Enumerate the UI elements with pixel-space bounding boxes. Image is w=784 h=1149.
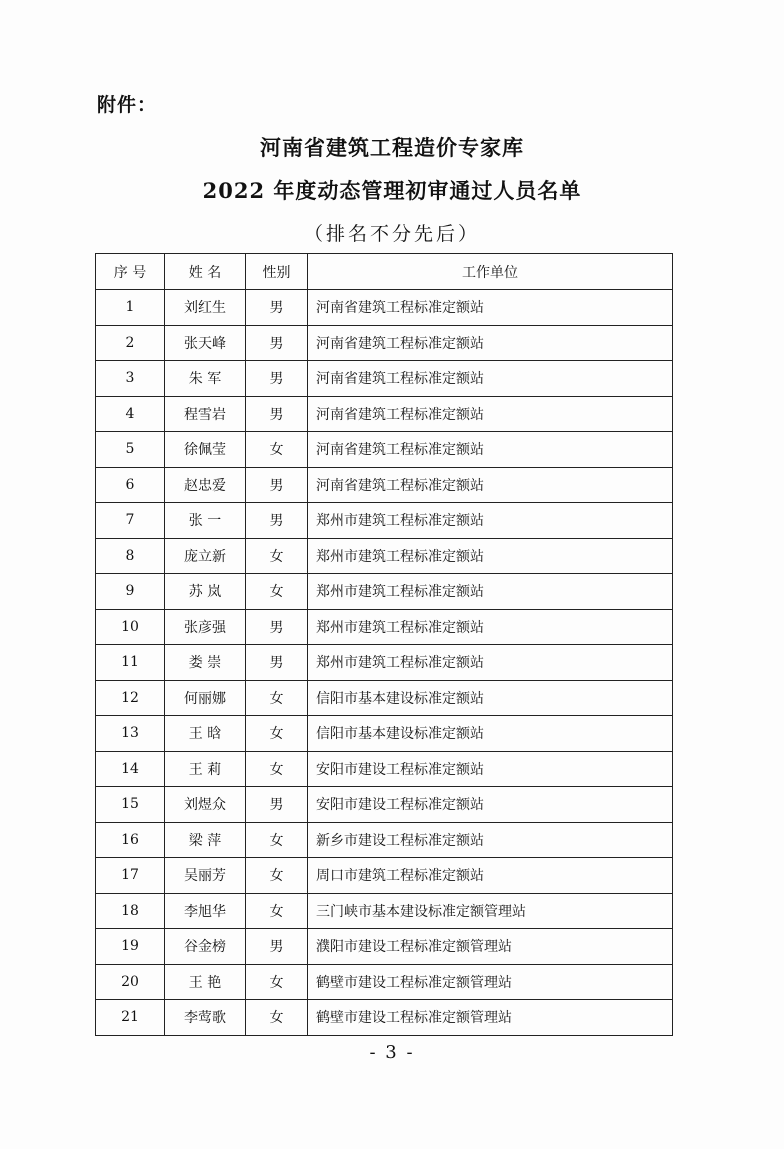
cell-name: 吴丽芳 xyxy=(165,858,246,894)
cell-number: 3 xyxy=(96,361,165,397)
table-row xyxy=(96,680,673,716)
cell-gender: 女 xyxy=(246,822,308,858)
table-row xyxy=(96,290,673,326)
header-name: 姓 名 xyxy=(165,254,246,290)
table-row xyxy=(96,751,673,787)
table-header-row xyxy=(96,254,673,290)
cell-name: 徐佩莹 xyxy=(165,432,246,468)
cell-number: 16 xyxy=(96,822,165,858)
table-row xyxy=(96,432,673,468)
cell-gender: 女 xyxy=(246,751,308,787)
cell-workplace: 周口市建筑工程标准定额站 xyxy=(308,858,673,894)
cell-name: 王 晗 xyxy=(165,716,246,752)
table-row xyxy=(96,503,673,539)
cell-gender: 男 xyxy=(246,325,308,361)
document-subtitle: （排名不分先后） xyxy=(303,223,480,245)
cell-gender: 女 xyxy=(246,716,308,752)
cell-name: 张天峰 xyxy=(165,325,246,361)
cell-workplace: 鹤壁市建设工程标准定额管理站 xyxy=(308,964,673,1000)
cell-number: 11 xyxy=(96,645,165,681)
cell-gender: 女 xyxy=(246,538,308,574)
header-workplace: 工作单位 xyxy=(308,254,673,290)
cell-number: 8 xyxy=(96,538,165,574)
cell-gender: 男 xyxy=(246,467,308,503)
cell-gender: 女 xyxy=(246,574,308,610)
table-row xyxy=(96,1000,673,1036)
cell-number: 21 xyxy=(96,1000,165,1036)
table-row xyxy=(96,787,673,823)
cell-number: 13 xyxy=(96,716,165,752)
table-row xyxy=(96,325,673,361)
cell-number: 10 xyxy=(96,609,165,645)
cell-workplace: 河南省建筑工程标准定额站 xyxy=(308,325,673,361)
cell-number: 1 xyxy=(96,290,165,326)
cell-gender: 男 xyxy=(246,290,308,326)
cell-workplace: 信阳市基本建设标准定额站 xyxy=(308,680,673,716)
cell-gender: 女 xyxy=(246,858,308,894)
cell-gender: 女 xyxy=(246,680,308,716)
cell-workplace: 三门峡市基本建设标准定额管理站 xyxy=(308,893,673,929)
cell-number: 18 xyxy=(96,893,165,929)
cell-number: 12 xyxy=(96,680,165,716)
cell-workplace: 河南省建筑工程标准定额站 xyxy=(308,361,673,397)
table-row xyxy=(96,396,673,432)
cell-workplace: 河南省建筑工程标准定额站 xyxy=(308,467,673,503)
cell-name: 王 艳 xyxy=(165,964,246,1000)
cell-workplace: 濮阳市建设工程标准定额管理站 xyxy=(308,929,673,965)
cell-workplace: 河南省建筑工程标准定额站 xyxy=(308,396,673,432)
cell-workplace: 郑州市建筑工程标准定额站 xyxy=(308,503,673,539)
document-title-line2: 2022 年度动态管理初审通过人员名单 xyxy=(202,178,582,203)
cell-gender: 女 xyxy=(246,964,308,1000)
cell-name: 张 一 xyxy=(165,503,246,539)
header-gender: 性别 xyxy=(246,254,308,290)
cell-number: 17 xyxy=(96,858,165,894)
cell-workplace: 安阳市建设工程标准定额站 xyxy=(308,787,673,823)
table-row xyxy=(96,574,673,610)
attachment-label: 附件： xyxy=(97,94,158,116)
cell-gender: 男 xyxy=(246,929,308,965)
cell-workplace: 信阳市基本建设标准定额站 xyxy=(308,716,673,752)
cell-gender: 男 xyxy=(246,645,308,681)
cell-workplace: 郑州市建筑工程标准定额站 xyxy=(308,609,673,645)
table-row xyxy=(96,609,673,645)
cell-name: 何丽娜 xyxy=(165,680,246,716)
cell-name: 庞立新 xyxy=(165,538,246,574)
cell-number: 4 xyxy=(96,396,165,432)
table-row xyxy=(96,893,673,929)
cell-workplace: 河南省建筑工程标准定额站 xyxy=(308,290,673,326)
table-row xyxy=(96,964,673,1000)
document-title-line1: 河南省建筑工程造价专家库 xyxy=(260,135,524,160)
cell-gender: 女 xyxy=(246,1000,308,1036)
cell-workplace: 河南省建筑工程标准定额站 xyxy=(308,432,673,468)
table-row xyxy=(96,467,673,503)
cell-name: 李旭华 xyxy=(165,893,246,929)
cell-name: 张彦强 xyxy=(165,609,246,645)
cell-number: 5 xyxy=(96,432,165,468)
cell-number: 19 xyxy=(96,929,165,965)
cell-number: 15 xyxy=(96,787,165,823)
cell-name: 程雪岩 xyxy=(165,396,246,432)
roster-table-body xyxy=(96,290,673,1036)
table-row xyxy=(96,822,673,858)
header-number: 序 号 xyxy=(96,254,165,290)
cell-number: 2 xyxy=(96,325,165,361)
cell-gender: 男 xyxy=(246,361,308,397)
cell-gender: 男 xyxy=(246,787,308,823)
cell-name: 李莺歌 xyxy=(165,1000,246,1036)
cell-gender: 男 xyxy=(246,396,308,432)
cell-number: 7 xyxy=(96,503,165,539)
cell-name: 王 莉 xyxy=(165,751,246,787)
cell-number: 6 xyxy=(96,467,165,503)
cell-name: 娄 崇 xyxy=(165,645,246,681)
table-row xyxy=(96,361,673,397)
table-row xyxy=(96,538,673,574)
cell-gender: 男 xyxy=(246,503,308,539)
cell-name: 刘红生 xyxy=(165,290,246,326)
cell-workplace: 郑州市建筑工程标准定额站 xyxy=(308,538,673,574)
cell-workplace: 郑州市建筑工程标准定额站 xyxy=(308,574,673,610)
table-row xyxy=(96,929,673,965)
page-number: - 3 - xyxy=(369,1042,415,1063)
table-row xyxy=(96,716,673,752)
cell-name: 赵忠爱 xyxy=(165,467,246,503)
cell-workplace: 安阳市建设工程标准定额站 xyxy=(308,751,673,787)
cell-number: 20 xyxy=(96,964,165,1000)
cell-name: 苏 岚 xyxy=(165,574,246,610)
cell-workplace: 新乡市建设工程标准定额站 xyxy=(308,822,673,858)
cell-gender: 女 xyxy=(246,893,308,929)
cell-name: 朱 军 xyxy=(165,361,246,397)
cell-workplace: 郑州市建筑工程标准定额站 xyxy=(308,645,673,681)
cell-gender: 女 xyxy=(246,432,308,468)
cell-gender: 男 xyxy=(246,609,308,645)
roster-table xyxy=(95,253,673,1036)
cell-name: 谷金榜 xyxy=(165,929,246,965)
cell-workplace: 鹤壁市建设工程标准定额管理站 xyxy=(308,1000,673,1036)
table-row xyxy=(96,858,673,894)
cell-name: 梁 萍 xyxy=(165,822,246,858)
cell-name: 刘煜众 xyxy=(165,787,246,823)
cell-number: 14 xyxy=(96,751,165,787)
cell-number: 9 xyxy=(96,574,165,610)
table-row xyxy=(96,645,673,681)
